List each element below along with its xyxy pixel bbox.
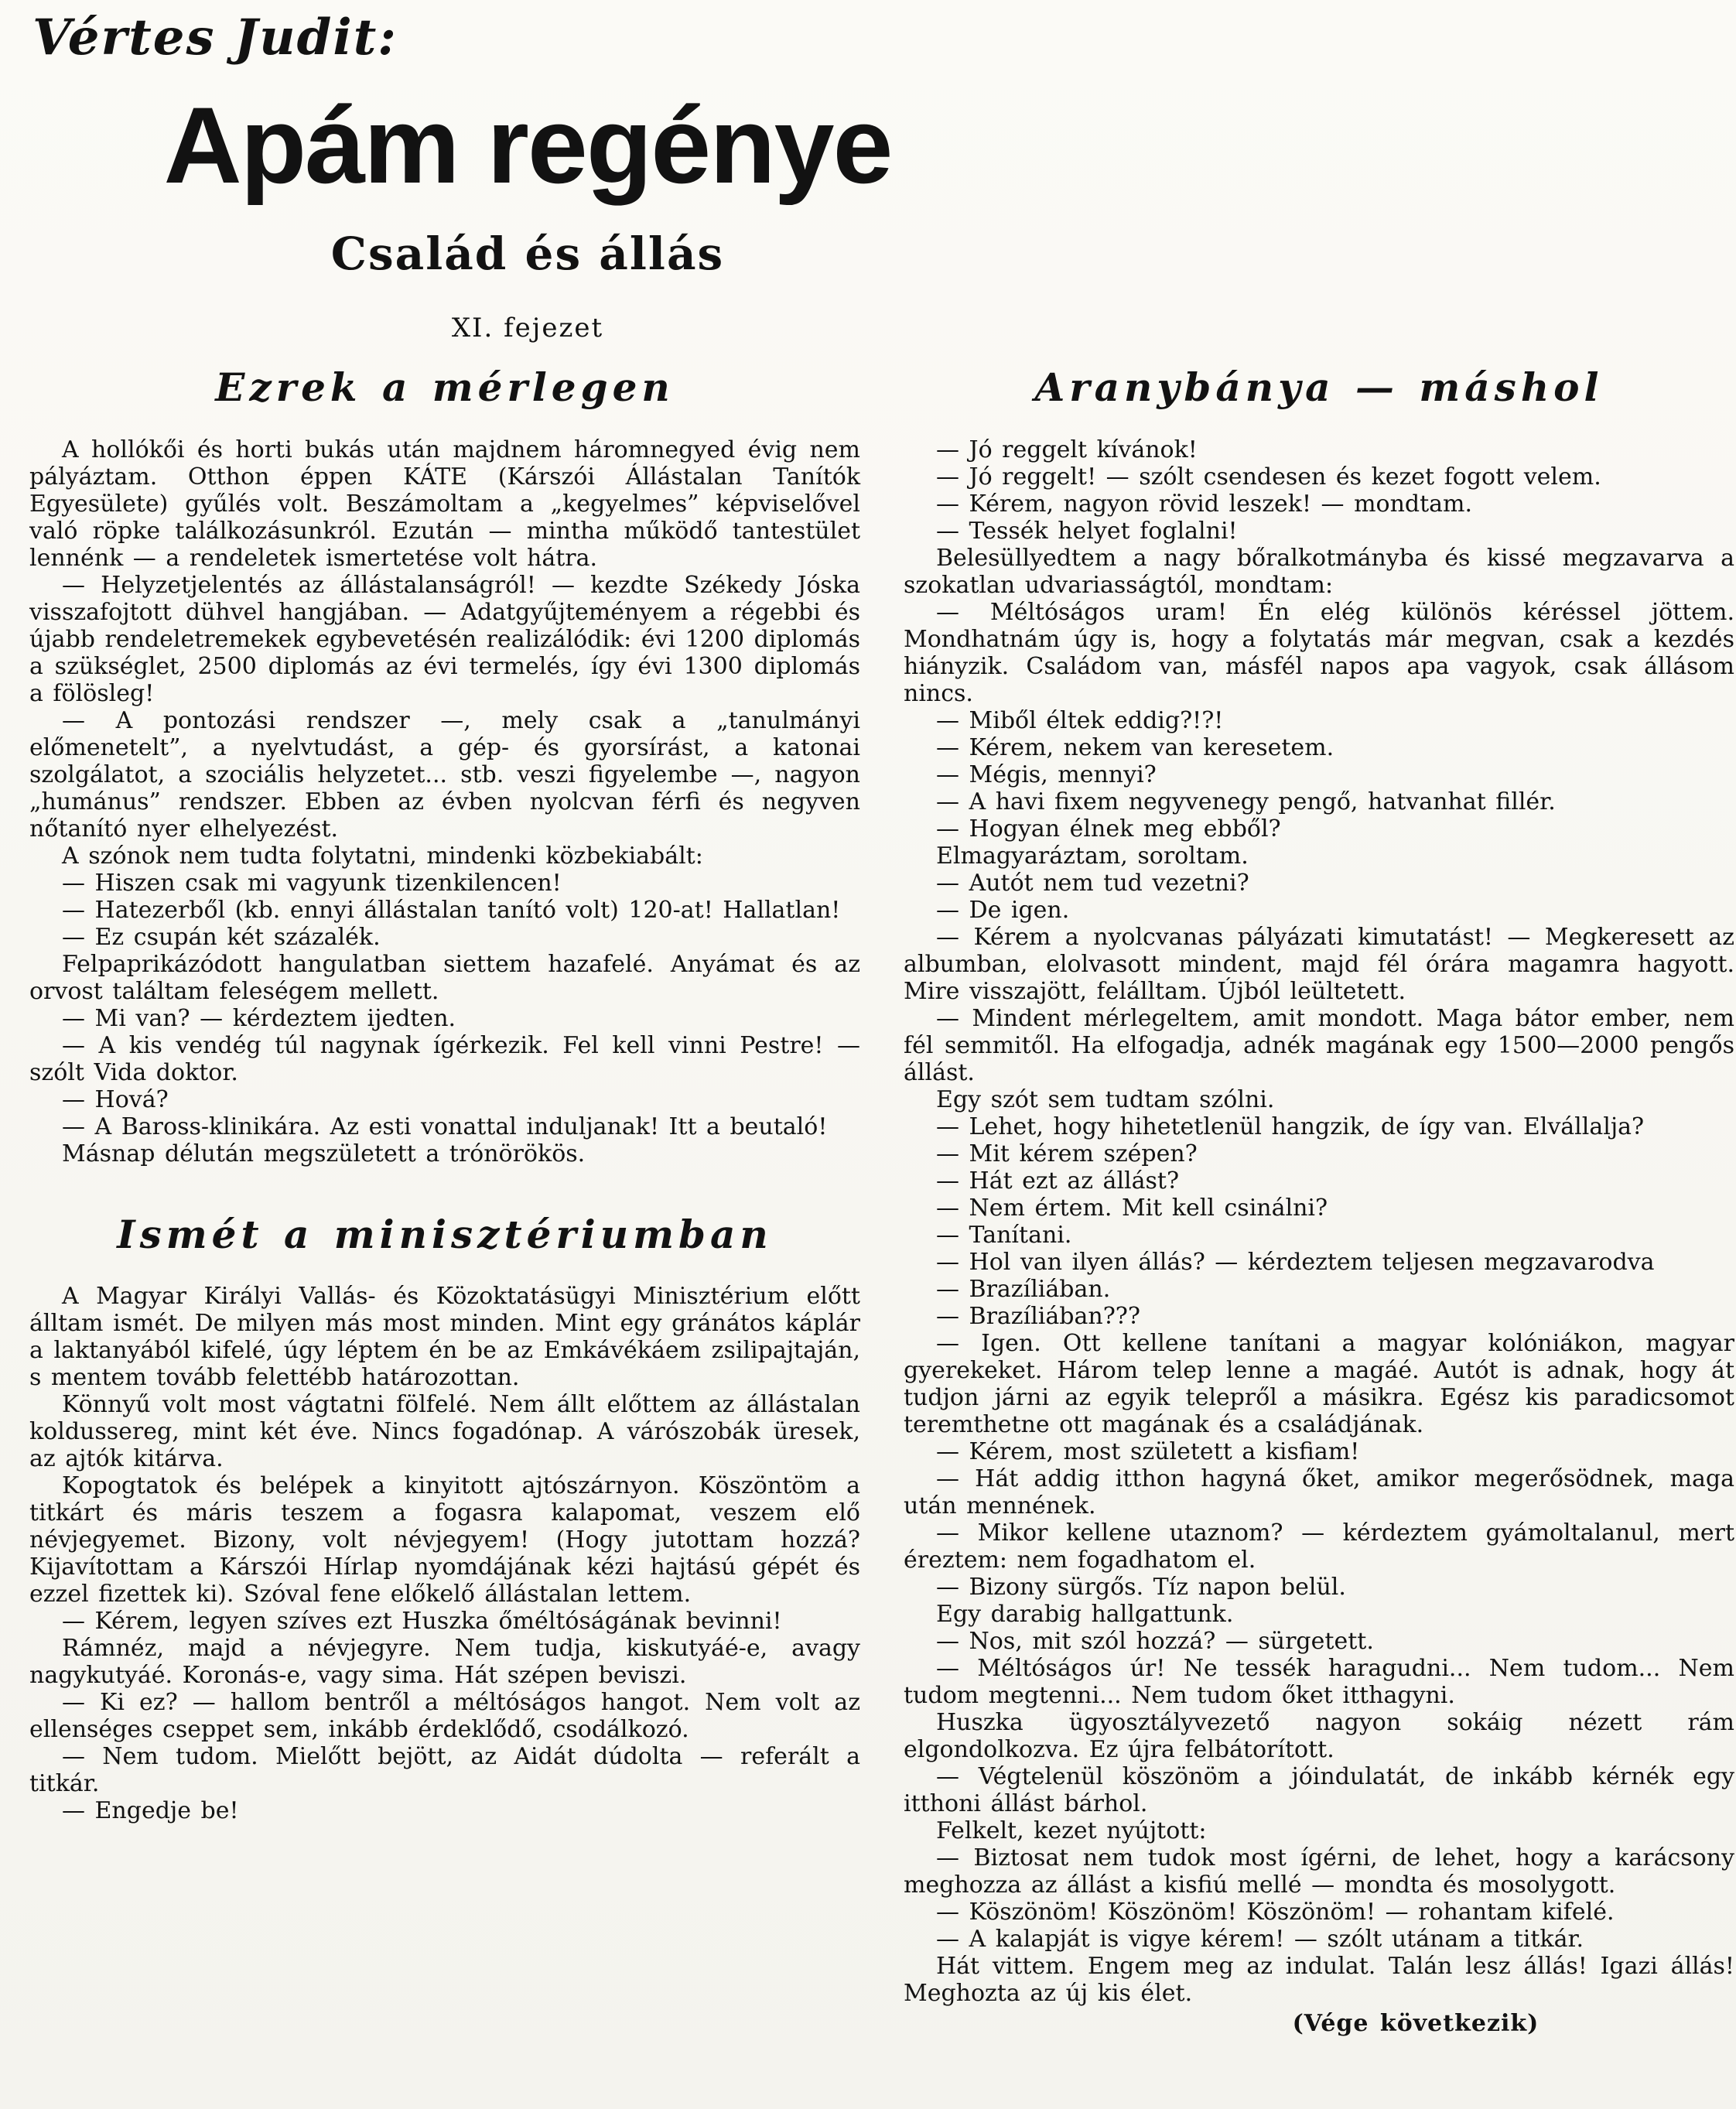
to-be-continued-note: (Vége következik)	[1292, 2009, 1540, 2037]
paragraph: — Mit kérem szépen?	[936, 1140, 1198, 1167]
paragraph: Huszka ügyosztályvezető nagyon sokáig nézett rám elgondolkozva. Ez újra felbátorított.	[904, 1708, 1734, 1763]
paragraph: — Mikor kellene utaznom? — kérdeztem gyámoltalanul, mert éreztem: nem fogadhatom el.	[904, 1519, 1734, 1574]
paragraph: — Hogyan élnek meg ebből?	[936, 815, 1281, 843]
paragraph: Elmagyaráztam, soroltam.	[936, 842, 1249, 870]
paragraph: Felpaprikázódott hangulatban siettem hazafelé. Anyámat és az orvost találtam feleségem mellett.	[29, 950, 860, 1005]
paragraph: — Hol van ilyen állás? — kérdeztem teljesen megzavarodva	[936, 1248, 1655, 1276]
paragraph: — A havi fixem negyvenegy pengő, hatvanhat fillér.	[936, 788, 1556, 815]
paragraph: Felkelt, kezet nyújtott:	[936, 1817, 1207, 1844]
section-heading-aranybanya-mashol: Aranybánya — máshol	[1034, 364, 1604, 410]
paragraph: — Kérem a nyolcvanas pályázati kimutatást! — Megkeresett az albumban, elolvasott mindent, majd fél órára magamra hagyott. Mire visszajött, felálltam. Újból leültetett.	[904, 923, 1734, 1005]
paragraph: — Igen. Ott kellene tanítani a magyar kolóniákon, magyar gyerekeket. Három telep lenne a magáé. Autót is adnak, hogy át tudjon járni az egyik telepről a másikra. Egész kis paradicsomot teremthetne ott magának és a családjának.	[904, 1329, 1734, 1438]
paragraph: — Nos, mit szól hozzá? — sürgetett.	[936, 1627, 1374, 1655]
paragraph: — Bizony sürgős. Tíz napon belül.	[936, 1573, 1346, 1601]
paragraph: — Nem tudom. Mielőtt bejött, az Aidát dúdolta — referált a titkár.	[29, 1743, 860, 1797]
author-byline: Vértes Judit:	[32, 9, 398, 67]
paragraph: — Lehet, hogy hihetetlenül hangzik, de így van. Elvállalja?	[936, 1113, 1645, 1140]
right-column	[904, 365, 1734, 2037]
chapter-label: XI. fejezet	[451, 313, 604, 344]
paragraph: Rámnéz, majd a névjegyre. Nem tudja, kiskutyáé-e, avagy nagykutyáé. Koronás-e, vagy sima. Hát szépen beviszi.	[29, 1635, 860, 1689]
section-heading-ezrek-a-merlegen: Ezrek a mérlegen	[215, 364, 675, 410]
section-miniszterium-paragraphs	[29, 1283, 860, 1824]
paragraph: — Kérem, legyen szíves ezt Huszka őméltóságának bevinni!	[62, 1608, 782, 1635]
paragraph: — Biztosat nem tudok most ígérni, de lehet, hogy a karácsony meghozza az állást a kisfiú mellé — mondta és mosolygott.	[904, 1844, 1734, 1899]
paragraph: — Jó reggelt! — szólt csendesen és kezet fogott velem.	[936, 463, 1601, 491]
paragraph: — Hatezerből (kb. ennyi állástalan tanító volt) 120-at! Hallatlan!	[62, 896, 841, 924]
paragraph: — Tanítani.	[936, 1221, 1072, 1249]
paragraph: — A pontozási rendszer —, mely csak a „tanulmányi előmenetelt”, a nyelvtudást, a gép- és gyorsírást, a katonai szolgálatot, a szociális helyzetet... stb. veszi figyelembe —, nagyon „humánus” rendszer. Ebben az évben nyolcvan férfi és negyven nőtanító nyer elhelyezést.	[29, 706, 860, 843]
paragraph: — Ez csupán két százalék.	[62, 923, 381, 951]
left-column	[29, 365, 860, 1824]
paragraph: Egy szót sem tudtam szólni.	[936, 1085, 1275, 1113]
paragraph: Hát vittem. Engem meg az indulat. Talán lesz állás! Igazi állás! Meghozta az új kis élet.	[904, 1952, 1734, 2007]
paragraph: — De igen.	[936, 896, 1070, 924]
paragraph: — A Baross-klinikára. Az esti vonattal induljanak! Itt a beutaló!	[62, 1113, 828, 1140]
paragraph: Egy darabig hallgattunk.	[936, 1600, 1234, 1628]
paragraph: — Hiszen csak mi vagyunk tizenkilencen!	[62, 869, 562, 897]
paragraph: — Helyzetjelentés az állástalanságról! — kezdte Székedy Jóska visszafojtott dühvel hangjában. — Adatgyűjteményem a régebbi és újabb rendeletremekek egybevetésén realizálódik: évi 1200 diplomás a szükséglet, 2500 diplomás az évi termelés, így évi 1300 diplomás a fölösleg!	[29, 571, 860, 707]
section-ezrek-paragraphs	[29, 436, 860, 1167]
article-subtitle: Család és állás	[330, 227, 725, 281]
paragraph: — Brazíliában.	[936, 1275, 1111, 1303]
paragraph: — Hát ezt az állást?	[936, 1167, 1180, 1195]
section-aranybanya-paragraphs	[904, 436, 1734, 2007]
paragraph: — Autót nem tud vezetni?	[936, 869, 1249, 897]
paragraph: — Méltóságos úr! Ne tessék haragudni... Nem tudom... Nem tudom megtenni... Nem tudom őket itthagyni.	[904, 1654, 1734, 1709]
paragraph: Könnyű volt most vágtatni fölfelé. Nem állt előttem az állástalan koldussereg, mint két éve. Nincs fogadónap. A várószobák üresek, az ajtók kitárva.	[29, 1391, 860, 1472]
paragraph: — Kérem, most született a kisfiam!	[936, 1437, 1360, 1465]
paragraph: — Köszönöm! Köszönöm! Köszönöm! — rohantam kifelé.	[936, 1898, 1615, 1926]
paragraph: — Végtelenül köszönöm a jóindulatát, de inkább kérnék egy itthoni állást bárhol.	[904, 1762, 1734, 1817]
section-heading-ismet-a-miniszteriumban: Ismét a minisztériumban	[117, 1211, 773, 1257]
paragraph: — Kérem, nekem van keresetem.	[936, 733, 1334, 761]
paragraph: — Hát addig itthon hagyná őket, amikor megerősödnek, maga után mennének.	[904, 1465, 1734, 1519]
paragraph: — Méltóságos uram! Én elég különös kéréssel jöttem. Mondhatnám úgy is, hogy a folytatás már megvan, csak a kezdés hiányzik. Családom van, másfél napos apa vagyok, csak állásom nincs.	[904, 598, 1734, 707]
paragraph: — Kérem, nagyon rövid leszek! — mondtam.	[936, 490, 1473, 518]
paragraph: — Brazíliában???	[936, 1302, 1140, 1330]
paragraph: — Engedje be!	[62, 1797, 239, 1824]
paragraph: — Tessék helyet foglalni!	[936, 517, 1238, 545]
paragraph: A szónok nem tudta folytatni, mindenki közbekiabált:	[62, 842, 703, 870]
paragraph: A hollókői és horti bukás után majdnem háromnegyed évig nem pályáztam. Otthon éppen KÁTE (Kárszói Állástalan Tanítók Egyesülete) gyűlés volt. Beszámoltam a „kegyelmes” képviselővel való röpke találkozásunkról. Ezután — mintha működő tantestület lennénk — a rendeletek ismertetése volt hátra.	[29, 436, 860, 572]
article-header	[32, 11, 1023, 344]
paragraph: — Mégis, mennyi?	[936, 761, 1157, 788]
paragraph: A Magyar Királyi Vallás- és Közoktatásügyi Minisztérium előtt álltam ismét. De milyen más most minden. Mint egy gránátos káplár a laktanyából kifelé, úgy léptem én be az Emkávékáem zsilipajtaján, s mentem tovább felettébb határozottan.	[29, 1283, 860, 1391]
paragraph: Másnap délután megszületett a trónörökös.	[62, 1140, 586, 1167]
article-title: Apám regénye	[163, 84, 892, 207]
paragraph: Belesüllyedtem a nagy bőralkotmányba és kissé megzavarva a szokatlan udvariasságtól, mondtam:	[904, 544, 1734, 599]
paragraph: — Miből éltek eddig?!?!	[936, 706, 1224, 734]
paragraph: — Nem értem. Mit kell csinálni?	[936, 1194, 1328, 1222]
paragraph: — Hová?	[62, 1085, 169, 1113]
paragraph: — Mi van? — kérdeztem ijedten.	[62, 1004, 456, 1032]
paragraph: Kopogtatok és belépek a kinyitott ajtószárnyon. Köszöntöm a titkárt és máris teszem a fogasra kalapomat, veszem elő névjegyemet. Bizony, volt névjegyem! (Hogy jutottam hozzá? Kijavítottam a Kárszói Hírlap nyomdájának kézi hajtású gépét és ezzel fizettek ki). Szóval fene előkelő állástalan lettem.	[29, 1472, 860, 1608]
paragraph: — Jó reggelt kívánok!	[936, 436, 1198, 463]
paragraph: — Ki ez? — hallom bentről a méltóságos hangot. Nem volt az ellenséges cseppet sem, inkább érdeklődő, csodálkozó.	[29, 1689, 860, 1743]
paragraph: — A kis vendég túl nagynak ígérkezik. Fel kell vinni Pestre! — szólt Vida doktor.	[29, 1031, 860, 1086]
paragraph: — Mindent mérlegeltem, amit mondott. Maga bátor ember, nem fél semmitől. Ha elfogadja, adnék magának egy 1500—2000 pengős állást.	[904, 1004, 1734, 1086]
paragraph: — A kalapját is vigye kérem! — szólt utánam a titkár.	[936, 1925, 1584, 1953]
